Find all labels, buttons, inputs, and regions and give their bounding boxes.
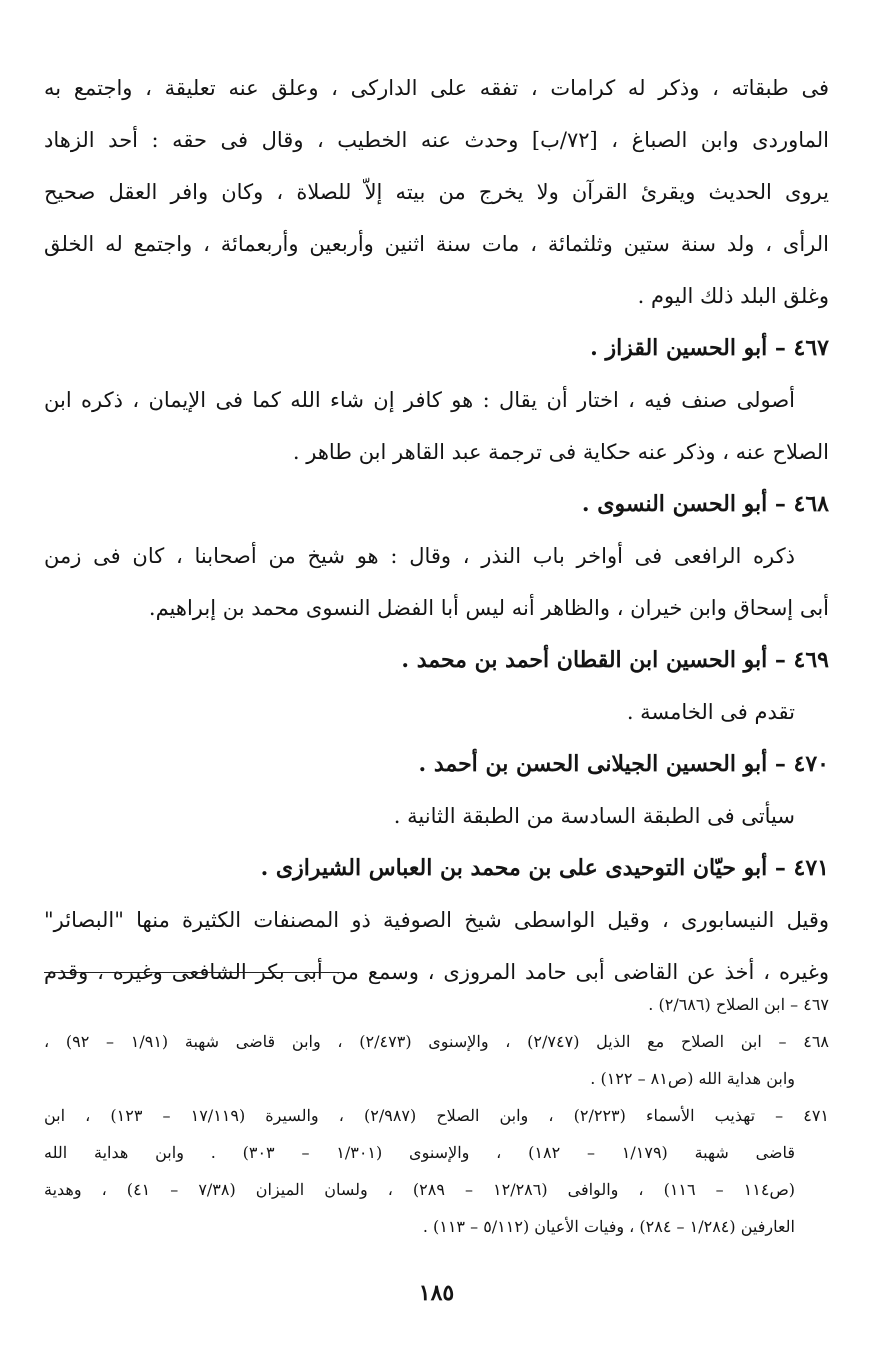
footnote-line: ٤٧١ – تهذيب الأسماء (٢/٢٢٣) ، وابن الصلاح (٢/٩٨٧) ، والسيرة (١٧/١١٩ – ١٢٣) ، ابن [44,1106,829,1125]
entry-heading-470: ٤٧٠ – أبو الحسين الجيلانى الحسن بن أحمد . [418,751,829,777]
entry-heading-468: ٤٦٨ – أبو الحسن النسوى . [581,491,829,517]
footnote-line: وابن هداية الله (ص٨١ – ١٢٢) . [590,1069,795,1088]
body-line: وغلق البلد ذلك اليوم . [637,284,829,308]
footnote-line: ٤٦٨ – ابن الصلاح مع الذيل (٢/٧٤٧) ، والإسنوى (٢/٤٧٣) ، وابن قاضى شهبة (١/٩١ – ٩٢) ، [44,1032,829,1051]
footnotes [44,972,829,1245]
footnote-line: (ص١١٤ – ١١٦) ، والوافى (١٢/٢٨٦ – ٢٨٩) ، ولسان الميزان (٧/٣٨ – ٤١) ، وهدية [44,1180,796,1199]
body-line: الصلاح عنه ، وذكر عنه حكاية فى ترجمة عبد القاهر ابن طاهر . [292,440,829,464]
body-line: وقيل النيسابورى ، وقيل الواسطى شيخ الصوفية ذو المصنفات الكثيرة منها "البصائر" [44,908,829,932]
page-number: ١٨٥ [418,1280,455,1306]
entry-heading-471: ٤٧١ – أبو حيّان التوحيدى على بن محمد بن العباس الشيرازى . [260,855,829,881]
body-line: يروى الحديث ويقرئ القرآن ولا يخرج من بيته إلاّ للصلاة ، وكان وافر العقل صحيح [44,180,829,204]
footnote-divider [44,972,829,974]
body-line: ذكره الرافعى فى أواخر باب النذر ، وقال : هو شيخ من أصحابنا ، كان فى زمن [44,544,795,568]
body-line: سيأتى فى الطبقة السادسة من الطبقة الثانية . [393,804,795,828]
entry-heading-469: ٤٦٩ – أبو الحسين ابن القطان أحمد بن محمد . [401,647,829,673]
body-line: الرأی ، ولد سنة ستين وثلثمائة ، مات سنة اثنين وأربعين وأربعمائة ، واجتمع له الخلق [44,232,829,256]
body-line: وغيره ، أخذ عن القاضى أبى حامد المروزى ، وسمع من أبى بكر الشافعى وغيره ، وقدم [44,960,829,984]
footnote-line: قاضى شهبة (١/١٧٩ – ١٨٢) ، والإسنوى (١/٣٠١ – ٣٠٣) . وابن هداية الله [44,1143,796,1162]
body-line: الماوردی وابن الصباغ ، [٧٢/ب] وحدث عنه الخطيب ، وقال فى حقه : أحد الزهاد [44,128,829,152]
body-line: تقدم فى الخامسة . [626,700,795,724]
body-line: أبى إسحاق وابن خيران ، والظاهر أنه ليس أبا الفضل النسوى محمد بن إبراهيم. [148,596,829,620]
footnote-line: العارفين (١/٢٨٤ – ٢٨٤) ، وفيات الأعيان (٥/١١٢ – ١١٣) . [422,1217,795,1236]
body-line: أصولى صنف فيه ، اختار أن يقال : هو كافر إن شاء الله كما فى الإيمان ، ذكره ابن [44,388,795,412]
body-line: فى طبقاته ، وذكر له كرامات ، تفقه على الدارکی ، وعلق عنه تعليقة ، واجتمع به [44,76,829,100]
main-text [44,62,829,998]
footnote-rule [44,972,344,973]
entry-heading-467: ٤٦٧ – أبو الحسين القزاز . [590,335,829,361]
footnote-line: ٤٦٧ – ابن الصلاح (٢/٦٨٦) . [648,995,829,1014]
